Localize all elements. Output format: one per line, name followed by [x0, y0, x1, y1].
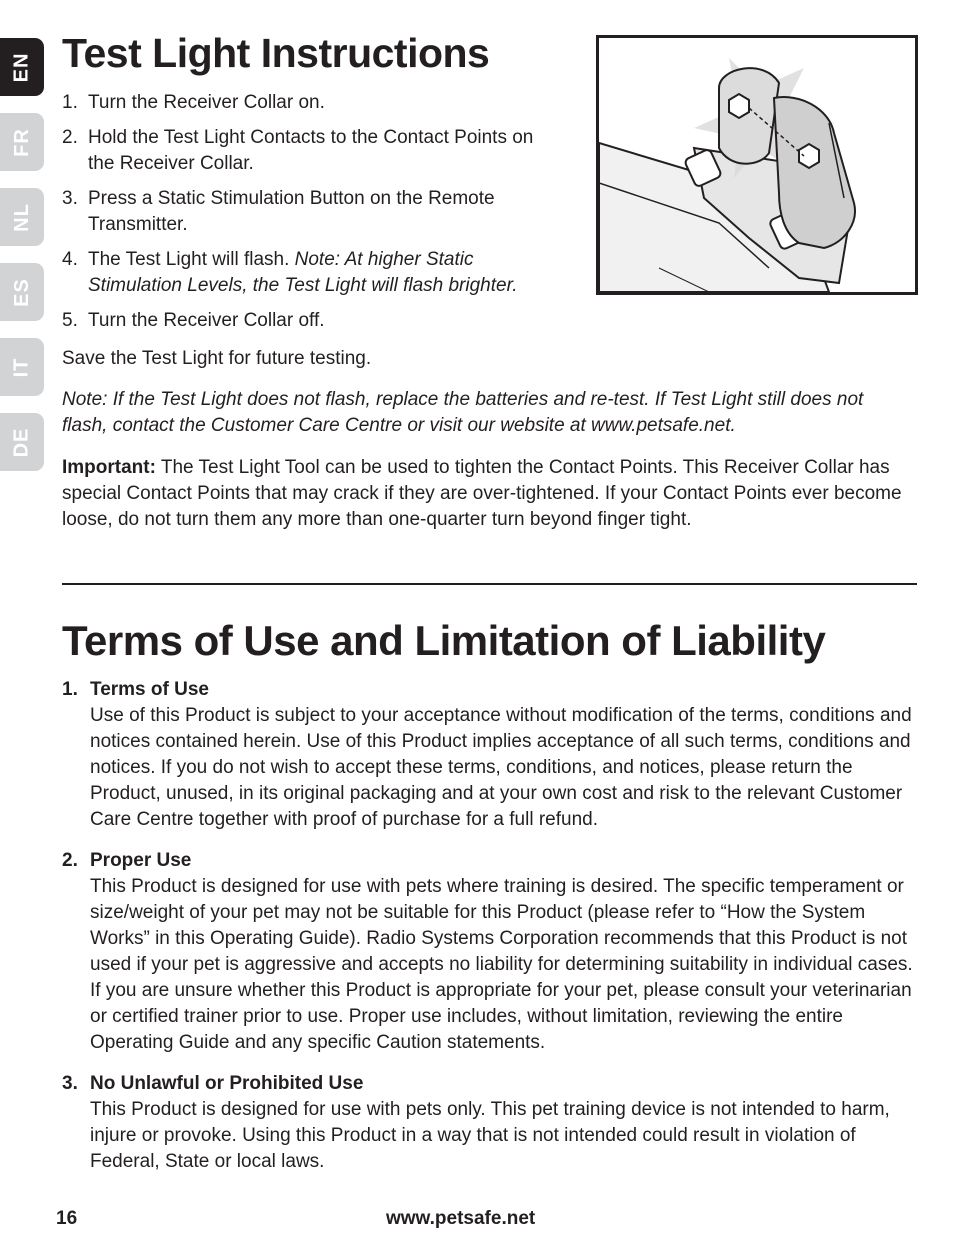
language-tab-label: ES	[10, 277, 33, 307]
language-tab-label: IT	[10, 357, 33, 377]
terms-item-number: 2.	[62, 850, 78, 871]
step-item	[62, 186, 562, 238]
language-tab-nl	[0, 188, 44, 246]
terms-item-title: No Unlawful or Prohibited Use	[90, 1073, 364, 1094]
language-tab-label: DE	[10, 427, 33, 457]
step-number: 1.	[62, 92, 78, 113]
step-number: 4.	[62, 249, 78, 270]
language-tab-es	[0, 263, 44, 321]
terms-item-number: 3.	[62, 1073, 78, 1094]
terms-item-heading	[62, 677, 922, 703]
language-tab-label: FR	[10, 127, 33, 157]
language-tab-fr	[0, 113, 44, 171]
test-light-note: Note: If the Test Light does not flash, replace the batteries and re-test. If Test Light still does not flash, contact the Customer Care Centre or visit our website at www.petsafe.net.	[62, 389, 864, 436]
terms-list	[62, 677, 922, 1190]
terms-title: Terms of Use and Limitation of Liability	[62, 617, 826, 664]
terms-item-body: Use of this Product is subject to your acceptance without modification of the terms, conditions and notices contained herein. Use of this Product implies acceptance of all such terms, conditions and notices. If you do not wish to accept these terms, conditions, and notices, please return the Product, unused, in its original packaging and at your own cost and risk to the relevant Customer Care Centre together with proof of purchase for a full refund.	[90, 705, 912, 830]
test-light-illustration	[596, 35, 918, 295]
terms-item-heading	[62, 848, 922, 874]
language-tab-de	[0, 413, 44, 471]
language-tab-en	[0, 38, 44, 96]
save-text: Save the Test Light for future testing.	[62, 348, 372, 369]
language-tab-label: NL	[10, 202, 33, 232]
step-text: Press a Static Stimulation Button on the Remote Transmitter.	[88, 188, 495, 235]
step-text: Turn the Receiver Collar on.	[88, 92, 325, 113]
section-divider	[62, 583, 917, 585]
terms-item-title: Terms of Use	[90, 679, 209, 700]
step-text: The Test Light will flash. Note: At higher Static Stimulation Levels, the Test Light will flash brighter.	[88, 249, 518, 296]
terms-item-body: This Product is designed for use with pets where training is desired. The specific temperament or size/weight of your pet may not be suitable for this Product (please refer to “How the System Works” in this Operating Guide). Radio Systems Corporation recommends that this Product is not used if your pet is aggressive and accepts no liability for determining suitability in individual cases. If you are unsure whether this Product is appropriate for your pet, please consult your veterinarian or certified trainer prior to use. Proper use includes, without limitation, reviewing the entire Operating Guide and any specific Caution statements.	[90, 876, 913, 1053]
important-text: The Test Light Tool can be used to tighten the Contact Points. This Receiver Collar has special Contact Points that may crack if they are over-tightened. If your Contact Points ever become loose, do not turn them any more than one-quarter turn beyond finger tight.	[62, 457, 902, 530]
terms-item	[62, 1071, 922, 1175]
important-label: Important:	[62, 457, 156, 478]
step-text: Hold the Test Light Contacts to the Contact Points on the Receiver Collar.	[88, 127, 534, 174]
step-text: Turn the Receiver Collar off.	[88, 310, 325, 331]
footer-url: www.petsafe.net	[386, 1208, 536, 1229]
step-number: 5.	[62, 310, 78, 331]
language-tabs	[0, 38, 44, 488]
test-light-steps	[62, 90, 562, 343]
important-note	[62, 455, 917, 533]
step-number: 2.	[62, 127, 78, 148]
terms-item	[62, 677, 922, 833]
language-tab-it	[0, 338, 44, 396]
test-light-title: Test Light Instructions	[62, 30, 490, 76]
step-item	[62, 308, 562, 334]
terms-item-number: 1.	[62, 679, 78, 700]
language-tab-label: EN	[10, 52, 33, 82]
step-number: 3.	[62, 188, 78, 209]
step-item	[62, 90, 562, 116]
step-item	[62, 247, 562, 299]
terms-item-body: This Product is designed for use with pets only. This pet training device is not intended to harm, injure or provoke. Using this Product in a way that is not intended could result in violation of Federal, State or local laws.	[90, 1099, 890, 1172]
page-number: 16	[56, 1208, 78, 1229]
terms-item-heading	[62, 1071, 922, 1097]
terms-item	[62, 848, 922, 1056]
step-item	[62, 125, 562, 177]
terms-item-title: Proper Use	[90, 850, 192, 871]
